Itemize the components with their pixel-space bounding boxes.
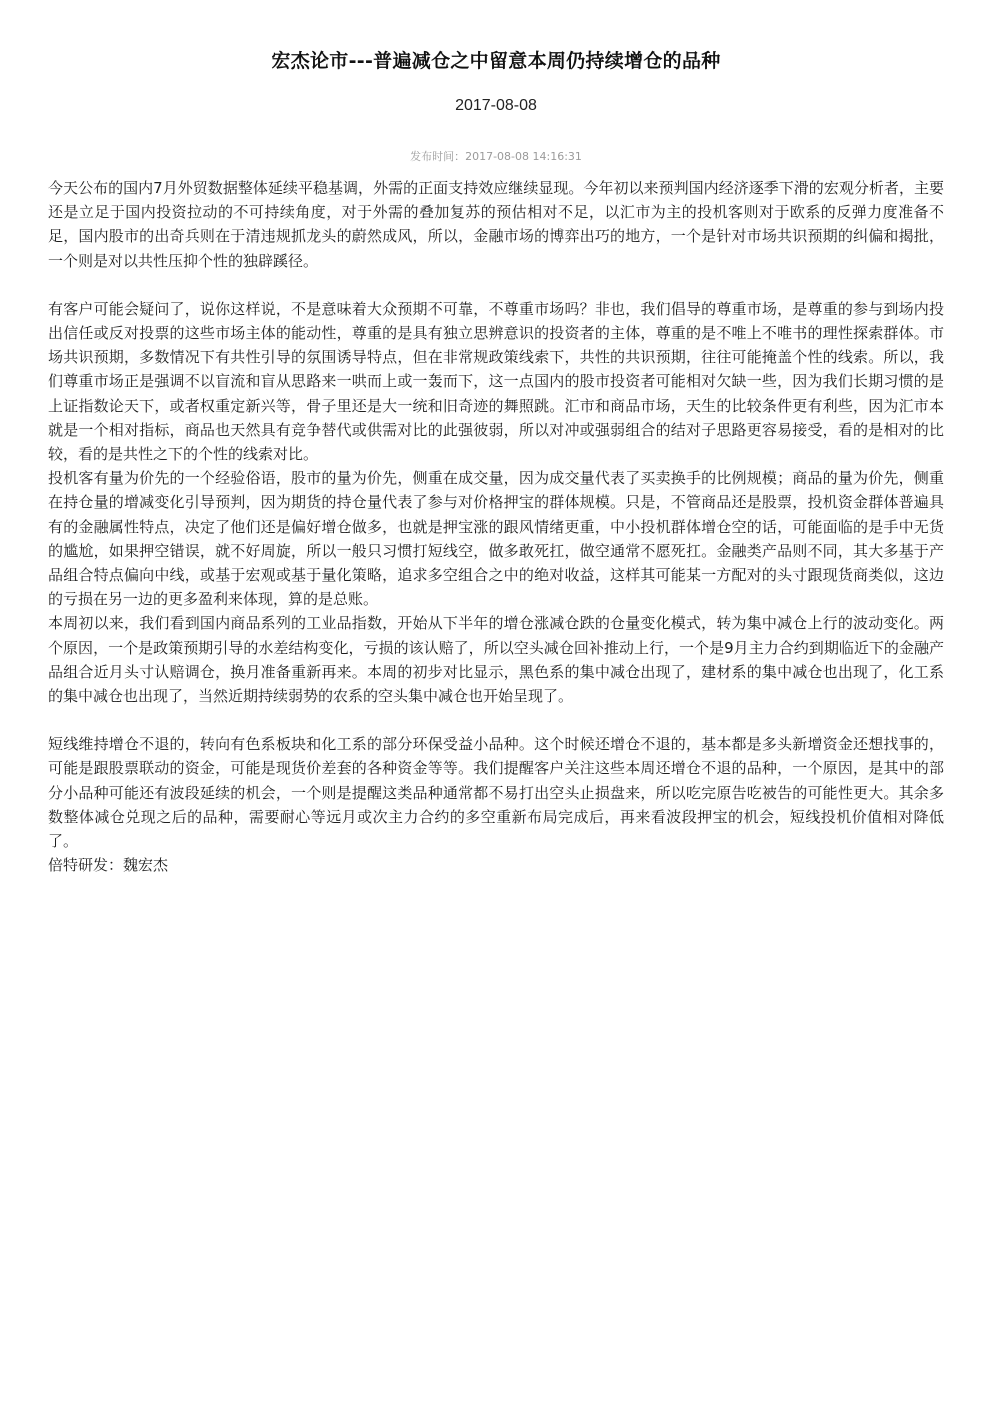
article-date: 2017-08-08 xyxy=(455,97,537,114)
article-body xyxy=(48,176,944,877)
paragraph-2: 有客户可能会疑问了，说你这样说，不是意味着大众预期不可靠，不尊重市场吗？非也，我们倡导的尊重市场，是尊重的参与到场内投出信任或反对投票的这些市场主体的能动性，尊重的是具有独立思辨意识的投资者的主体，尊重的是不唯上不唯书的理性探索群体。市场共识预期，多数情况下有共性引导的氛围诱导特点，但在非常规政策线索下，共性的共识预期，往往可能掩盖个性的线索。所以，我们尊重市场正是强调不以盲流和盲从思路来一哄而上或一轰而下，这一点国内的股市投资者可能相对欠缺一些，因为我们长期习惯的是上证指数论天下，或者权重定新兴等，骨子里还是大一统和旧奇迹的舞照跳。汇市和商品市场，天生的比较条件更有利些，因为汇市本就是一个相对指标，商品也天然具有竞争替代或供需对比的此强彼弱，所以对冲或强弱组合的结对子思路更容易接受，看的是相对的比较，看的是共性之下的个性的线索对比。 xyxy=(48,299,944,464)
publish-time: 发布时间：2017-08-08 14:16:31 xyxy=(410,150,582,163)
article-title: 宏杰论市---普遍减仓之中留意本周仍持续增仓的品种 xyxy=(271,50,721,72)
paragraph-4: 本周初以来，我们看到国内商品系列的工业品指数，开始从下半年的增仓涨减仓跌的仓量变化模式，转为集中减仓上行的波动变化。两个原因，一个是政策预期引导的水差结构变化，亏损的该认赔了，所以空头减仓回补推动上行，一个是9月主力合约到期临近下的金融产品组合近月头寸认赔调仓，换月准备重新再来。本周的初步对比显示，黑色系的集中减仓出现了，建材系的集中减仓也出现了，化工系的集中减仓也出现了，当然近期持续弱势的农系的空头集中减仓也开始呈现了。 xyxy=(48,614,944,706)
paragraph-gap xyxy=(48,273,944,297)
paragraph-3: 投机客有量为价先的一个经验俗语，股市的量为价先，侧重在成交量，因为成交量代表了买卖换手的比例规模；商品的量为价先，侧重在持仓量的增减变化引导预判，因为期货的持仓量代表了参与对价格押宝的群体规模。只是，不管商品还是股票，投机资金群体普遍具有的金融属性特点，决定了他们还是偏好增仓做多，也就是押宝涨的跟风情绪更重，中小投机群体增仓空的话，可能面临的是手中无货的尴尬，如果押空错误，就不好周旋，所以一般只习惯打短线空，做多敢死扛，做空通常不愿死扛。金融类产品则不同，其大多基于产品组合特点偏向中线，或基于宏观或基于量化策略，追求多空组合之中的绝对收益，这样其可能某一方配对的头寸跟现货商类似，这边的亏损在另一边的更多盈利来体现，算的是总账。 xyxy=(48,469,944,609)
paragraph-gap xyxy=(48,708,944,732)
paragraph-1: 今天公布的国内7月外贸数据整体延续平稳基调，外需的正面支持效应继续显现。今年初以来预判国内经济逐季下滑的宏观分析者，主要还是立足于国内投资拉动的不可持续角度，对于外需的叠加复苏的预估相对不足，以汇市为主的投机客则对于欧系的反弹力度准备不足，国内股市的出奇兵则在于清违规抓龙头的蔚然成风，所以，金融市场的博弈出巧的地方，一个是针对市场共识预期的纠偏和揭批，一个则是对以共性压抑个性的独辟蹊径。 xyxy=(48,179,944,270)
paragraph-5: 短线维持增仓不退的，转向有色系板块和化工系的部分环保受益小品种。这个时候还增仓不退的，基本都是多头新增资金还想找事的，可能是跟股票联动的资金，可能是现货价差套的各种资金等等。我们提醒客户关注这些本周还增仓不退的品种，一个原因，是其中的部分小品种可能还有波段延续的机会，一个则是提醒这类品种通常都不易打出空头止损盘来，所以吃完原告吃被告的可能性更大。其余多数整体减仓兑现之后的品种，需要耐心等远月或次主力合约的多空重新布局完成后，再来看波段押宝的机会，短线投机价值相对降低了。 xyxy=(48,735,944,851)
byline: 倍特研发：魏宏杰 xyxy=(48,856,169,875)
